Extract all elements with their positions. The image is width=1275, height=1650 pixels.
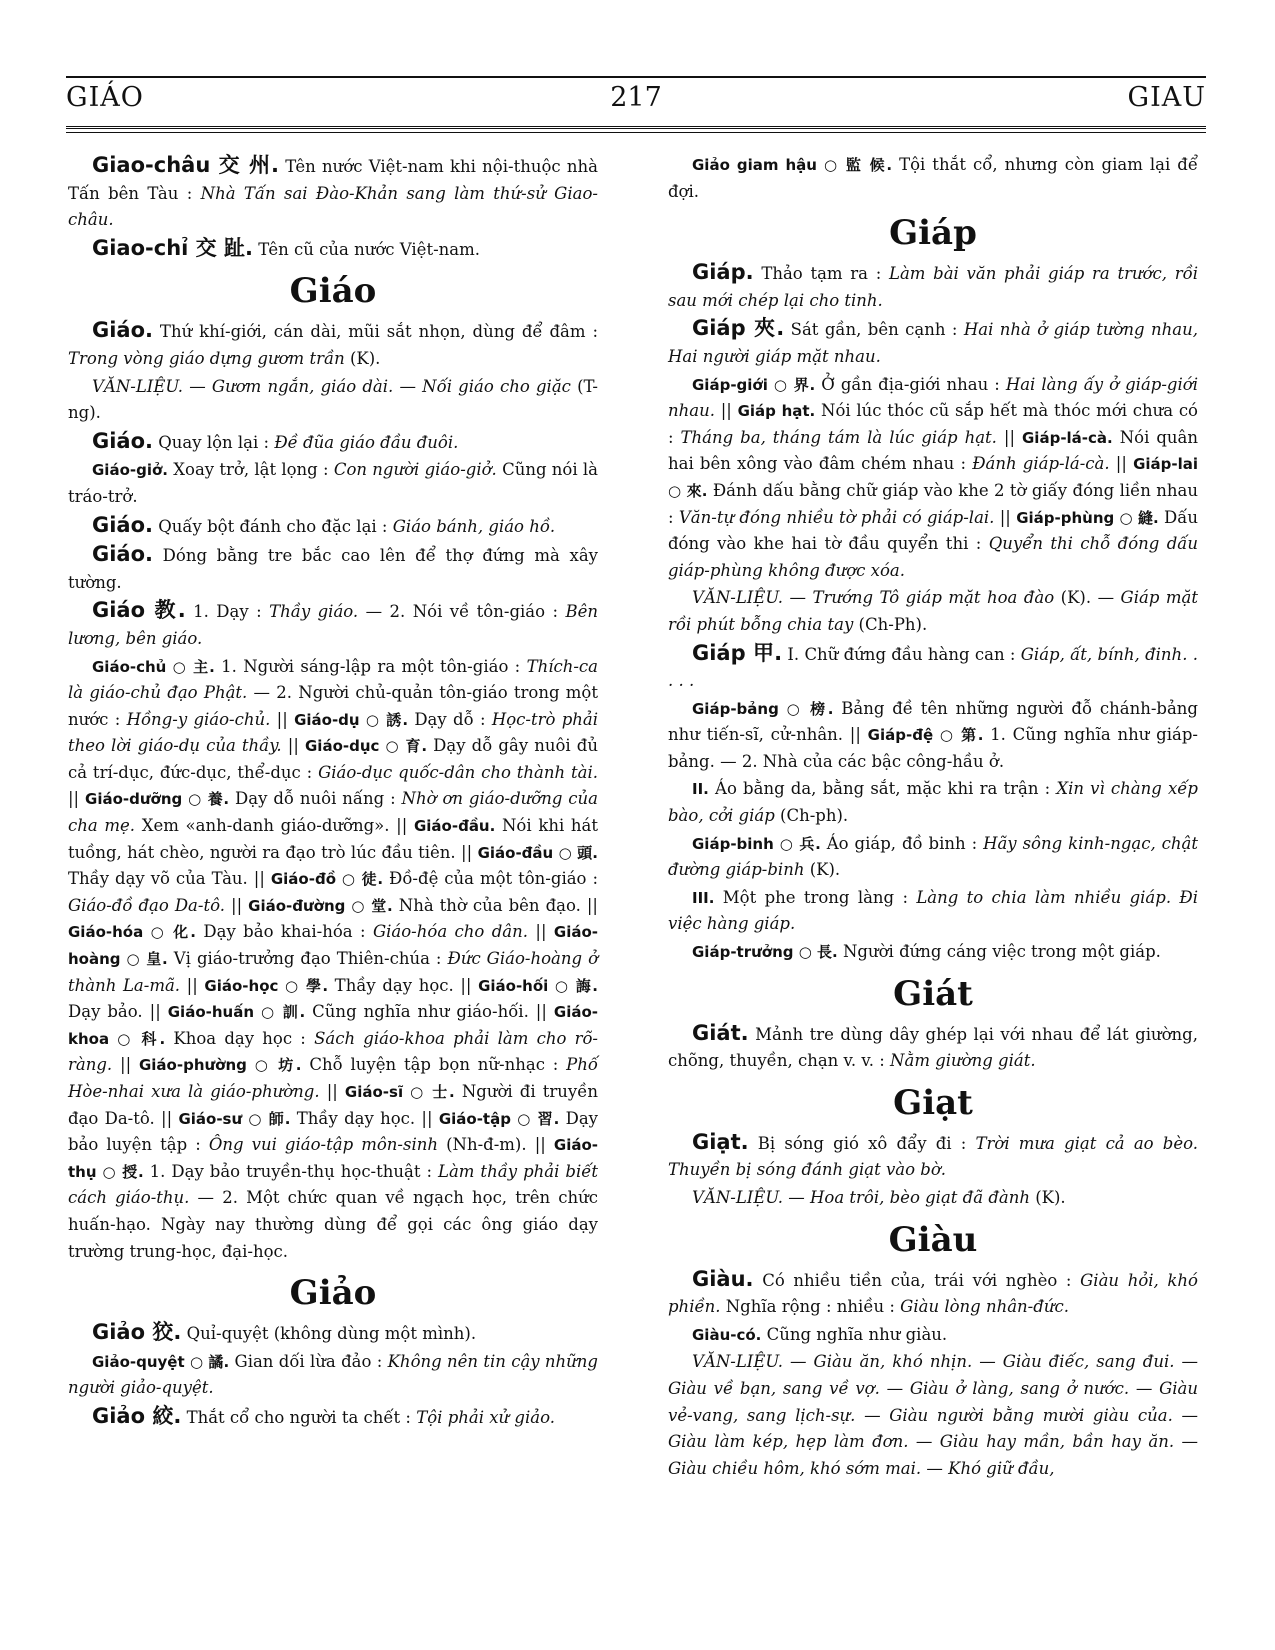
entry-headword: Giàu. xyxy=(692,1266,754,1291)
entry-subheadword: Giáo-thụ ○ 授. xyxy=(68,1136,598,1181)
dictionary-entry xyxy=(68,512,598,541)
left-column xyxy=(68,152,598,1433)
entry-text: Dạy bảo luyện tập : xyxy=(68,1108,598,1155)
entry-headword: Giảo 狡. xyxy=(92,1320,182,1345)
entry-text: (Ch-ph). xyxy=(774,806,849,826)
header-bottom-rule xyxy=(66,126,1206,133)
entry-subheadword: Giáp-binh ○ 兵. xyxy=(692,834,821,853)
entry-text: || xyxy=(112,1055,139,1075)
entry-text: Nhờ ơn giáo-dưỡng của cha mẹ. xyxy=(68,789,599,836)
entry-subheadword: Giáp-đệ ○ 第. xyxy=(867,726,984,745)
dictionary-entry xyxy=(668,696,1198,776)
entry-text: || xyxy=(281,736,305,756)
entry-text: 1. Dạy bảo truyền-thụ học-thuật : xyxy=(143,1161,439,1181)
entry-subheadword: Giáo-phường ○ 坊. xyxy=(138,1056,302,1075)
entry-text: Xin vì chàng xếp bào, cởi giáp xyxy=(668,779,1198,826)
entry-text: — 2. Người chủ-quản tôn-giáo trong một nước : xyxy=(68,683,598,729)
entry-subheadword: Giảo-quyệt ○ 譎. xyxy=(92,1352,230,1371)
section-heading: Giảo xyxy=(289,1273,377,1314)
entry-headword: Giảo 絞. xyxy=(92,1403,182,1428)
section-heading: Giàu xyxy=(888,1219,978,1260)
entry-headword: Giáo. xyxy=(92,542,154,567)
entry-text: || xyxy=(996,427,1022,447)
dictionary-entry xyxy=(668,885,1198,938)
entry-headword: Giát. xyxy=(692,1020,749,1045)
entry-headword: Giáp 甲. xyxy=(692,640,783,665)
dictionary-entry xyxy=(68,597,598,652)
entry-headword: Giạt. xyxy=(692,1129,749,1154)
dictionary-entry xyxy=(68,317,598,372)
page-number: 217 xyxy=(610,82,662,113)
entry-text: || xyxy=(319,1082,345,1101)
entry-text: Giáo-hóa cho dân. xyxy=(372,922,529,942)
entry-text: Giáp, ất, bính, đinh. . . . . xyxy=(668,644,1198,691)
entry-text: Đánh dấu bằng chữ giáp vào khe 2 tờ giấy đóng liền nhau : xyxy=(668,480,1199,527)
entry-text: Đánh giáp-lá-cà. xyxy=(972,454,1110,474)
dictionary-entry xyxy=(668,640,1198,695)
entry-text: Hai làng ấy ở giáp-giới nhau. xyxy=(668,374,1198,421)
dictionary-entry xyxy=(668,152,1198,205)
entry-text: 1. Dạy : xyxy=(185,602,270,622)
entry-text: Thứ khí-giới, cán dài, mũi sắt nhọn, dùng để đâm : xyxy=(153,322,598,342)
entry-text: Thắt cổ cho người ta chết : xyxy=(181,1407,417,1427)
entry-text: Thảo tạm ra : xyxy=(753,264,889,284)
entry-text: || xyxy=(1109,454,1134,474)
dictionary-entry xyxy=(668,372,1198,585)
entry-text: Nhà thờ của bên đạo. || xyxy=(392,895,598,915)
entry-subheadword: Giảo giam hậu ○ 監 候. xyxy=(692,156,893,174)
entry-text: — 2. Một chức quan về ngạch học, trên chức huấn-hạo. Ngày nay thường dùng để gọi các ông giáo dạy trường trung-học, đại-học. xyxy=(68,1188,598,1261)
entry-headword: Giao-chỉ 交 趾. xyxy=(92,235,253,260)
entry-text: Đức Giáo-hoàng ở thành La-mã. xyxy=(68,949,599,995)
entry-text: (T-ng). xyxy=(68,376,599,423)
entry-subheadword: Giáp-lá-cà. xyxy=(1022,428,1113,447)
entry-text: Phố Hòe-nhai xưa là giáo-phường. xyxy=(68,1055,598,1101)
entry-text: Bên lương, bên giáo. xyxy=(68,602,599,648)
entry-headword: Giáo. xyxy=(92,428,154,453)
entry-subheadword: Giáo-hóa ○ 化. xyxy=(68,923,197,942)
entry-subheadword: Giáo-dưỡng ○ 養. xyxy=(85,790,230,809)
entry-text: Cũng nói là tráo-trở. xyxy=(68,460,598,506)
entry-headword: Giáo. xyxy=(92,512,154,537)
entry-text: || xyxy=(270,709,295,729)
entry-text: Bảng đề tên những người đỗ chánh-bảng như tiến-sĩ, cử-nhân. || xyxy=(668,698,1198,745)
entry-text: Con người giáo-giở. xyxy=(333,460,497,480)
section-heading: Giát xyxy=(893,973,973,1014)
section-heading: Giạt xyxy=(893,1082,973,1123)
entry-text: Một phe trong làng : xyxy=(714,887,917,907)
entry-text: Mảnh tre dùng dây ghép lại với nhau để lát giường, chõng, thuyền, chạn v. v. : xyxy=(668,1024,1198,1071)
entry-text: Làm bài văn phải giáp ra trước, rồi sau mới chép lại cho tinh. xyxy=(668,264,1198,310)
header-top-rule xyxy=(66,76,1206,78)
entry-text: Thầy giáo. xyxy=(269,602,359,622)
entry-text: Hãy sông kinh-ngạc, chật đường giáp-binh xyxy=(668,833,1198,880)
entry-text: Tháng ba, tháng tám là lúc giáp hạt. xyxy=(680,427,997,447)
entry-text: Tội thắt cổ, nhưng còn giam lại để đợi. xyxy=(668,155,1199,201)
entry-text: Giàu lòng nhân-đức. xyxy=(900,1297,1069,1317)
entry-subheadword: Giáo-đồ ○ 徒. xyxy=(270,870,384,889)
entry-subheadword: Giáo-giở. xyxy=(92,461,168,480)
entry-subheadword: II. xyxy=(692,780,709,799)
entry-text: Dạy dỗ gây nuôi đủ cả trí-dục, đức-dục, thể-dục : xyxy=(68,736,598,782)
entry-subheadword: Giáp-lai ○ 來. xyxy=(668,455,1199,500)
entry-text: Dóng bằng tre bắc cao lên để thợ đứng mà xây tường. xyxy=(68,546,598,592)
dictionary-entry xyxy=(68,1403,598,1432)
entry-subheadword: Giàu-có. xyxy=(692,1325,762,1344)
entry-text: Người đứng cáng việc trong một giáp. xyxy=(837,942,1161,962)
entry-text: Giáo-đồ đạo Da-tô. xyxy=(68,895,225,915)
dictionary-entry xyxy=(668,1020,1198,1075)
entry-headword: Giáp 夾. xyxy=(692,316,785,341)
entry-text: Dạy dỗ : xyxy=(408,709,492,729)
entry-subheadword: Giáo-đầu. xyxy=(413,817,496,836)
dictionary-entry xyxy=(668,1185,1198,1212)
entry-text: Nói quân hai bên xông vào đâm chém nhau : xyxy=(668,427,1199,474)
entry-subheadword: Giáo-đầu ○ 頭. xyxy=(477,843,598,862)
entry-subheadword: Giáo-dụ ○ 誘. xyxy=(294,710,409,729)
dictionary-entry xyxy=(68,1349,598,1402)
entry-text: Tên cũ của nước Việt-nam. xyxy=(252,239,481,259)
entry-subheadword: Giáo-hối ○ 誨. xyxy=(478,976,598,995)
entry-text: Đề đũa giáo đầu đuôi. xyxy=(274,432,459,452)
dictionary-entry xyxy=(668,1322,1198,1349)
dictionary-entry xyxy=(68,152,598,234)
entry-text: Giáo bánh, giáo hồ. xyxy=(392,516,556,536)
entry-text: Cũng nghĩa như giàu. xyxy=(761,1324,948,1344)
entry-subheadword: Giáp-trưởng ○ 長. xyxy=(692,943,838,962)
entry-text: VĂN-LIỆU. — Giàu ăn, khó nhịn. — Giàu điếc, sang đui. — Giàu về bạn, sang về vợ. — Giàu ở làng, sang ở nước. — Giàu vẻ-vang, sang lịch-sự. — Giàu người bằng mười giàu của. — Giàu làm kép, hẹp làm đơn. — Giàu hay mần, bần hay ăn. — Giàu chiều hôm, khó sớm mai. — Khó giữ đầu, xyxy=(668,1352,1198,1478)
entry-text: Không nên tin cậy những người giảo-quyệt. xyxy=(68,1351,598,1398)
entry-text: Nói lúc thóc cũ sắp hết mà thóc mới chưa có : xyxy=(668,401,1198,447)
entry-text: Quyển thi chỗ đóng dấu giáp-phùng không được xóa. xyxy=(668,534,1199,580)
dictionary-entry xyxy=(668,1349,1198,1482)
section-heading: Giáp xyxy=(889,213,977,254)
entry-text: Có nhiều tiền của, trái với nghèo : xyxy=(753,1270,1081,1290)
entry-text: Khoa dạy học : xyxy=(165,1028,315,1048)
entry-text: Dạy bảo khai-hóa : xyxy=(196,922,373,942)
entry-headword: Giao-châu 交 州. xyxy=(92,153,279,177)
dictionary-entry xyxy=(668,1129,1198,1184)
entry-text: || xyxy=(528,922,554,942)
entry-text: 1. Cũng nghĩa như giáp-bảng. — 2. Nhà của các bậc công-hầu ở. xyxy=(668,725,1198,771)
entry-subheadword: Giáo-sư ○ 師. xyxy=(178,1109,291,1128)
entry-text: Quỉ-quyệt (không dùng một mình). xyxy=(181,1324,477,1344)
entry-text: Cũng nghĩa như giáo-hối. || xyxy=(305,1002,554,1022)
entry-text: Làm thầy phải biết cách giáo-thụ. xyxy=(68,1161,599,1208)
dictionary-entry xyxy=(668,585,1198,638)
dictionary-entry xyxy=(668,1266,1198,1321)
entry-text: Tên nước Việt-nam khi nội-thuộc nhà Tấn bên Tàu : xyxy=(68,157,598,203)
entry-subheadword: Giáp-phùng ○ 縫. xyxy=(1016,508,1159,527)
entry-subheadword: Giáo-chủ ○ 主. xyxy=(92,657,215,676)
entry-subheadword: Giáp hạt. xyxy=(737,402,816,421)
entry-text: Áo giáp, đồ binh : xyxy=(820,833,984,853)
entry-text: Gian dối lừa đảo : xyxy=(229,1351,388,1371)
entry-text: Dạy bảo. || xyxy=(68,1002,168,1022)
entry-text: Quấy bột đánh cho đặc lại : xyxy=(153,516,393,536)
entry-text: Làng to chia làm nhiều giáp. Đi việc hàng giáp. xyxy=(668,887,1198,934)
section-heading: Giáo xyxy=(289,271,377,312)
page-header xyxy=(66,82,1206,122)
entry-text: Nghĩa rộng : nhiều : xyxy=(720,1297,901,1317)
entry-subheadword: Giáo-học ○ 學. xyxy=(204,976,329,995)
entry-subheadword: Giáp-giới ○ 界. xyxy=(692,375,816,394)
entry-text: Xoay trở, lật lọng : xyxy=(168,460,334,480)
entry-text: Thích-ca là giáo-chủ đạo Phật. xyxy=(68,656,598,703)
entry-text: Thầy dạy võ của Tàu. || xyxy=(68,869,271,889)
dictionary-entry xyxy=(68,374,598,427)
entry-headword: Giáp. xyxy=(692,260,754,285)
entry-text: || xyxy=(994,507,1017,527)
dictionary-entry xyxy=(668,259,1198,314)
entry-text: (K). — xyxy=(1054,588,1121,608)
entry-text: (K). xyxy=(344,348,381,368)
entry-subheadword: Giáo-tập ○ 習. xyxy=(438,1109,560,1128)
entry-text: (K). xyxy=(804,860,841,880)
entry-text: Sát gần, bên cạnh : xyxy=(784,320,964,340)
entry-subheadword: Giáo-sĩ ○ 士. xyxy=(344,1083,455,1101)
entry-text: Văn-tự đóng nhiều tờ phải có giáp-lai. xyxy=(678,507,995,527)
entry-text: (Nh-đ-m). || xyxy=(438,1135,554,1155)
entry-text: Bị sóng gió xô đẩy đi : xyxy=(748,1133,976,1153)
entry-text: Sách giáo-khoa phải làm cho rõ-ràng. xyxy=(68,1028,598,1075)
entry-text: Hồng-y giáo-chủ. xyxy=(126,709,271,729)
dictionary-entry xyxy=(668,315,1198,370)
entry-subheadword: Giáp-bảng ○ 榜. xyxy=(692,699,834,718)
dictionary-entry xyxy=(68,1319,598,1348)
entry-text: || xyxy=(714,401,738,421)
entry-text: (Ch-Ph). xyxy=(853,614,928,634)
dictionary-entry xyxy=(668,831,1198,884)
dictionary-entry xyxy=(668,776,1198,829)
entry-subheadword: Giáo-khoa ○ 科. xyxy=(68,1003,599,1048)
entry-text: Ông vui giáo-tập môn-sinh xyxy=(208,1135,438,1155)
entry-text: Trong vòng giáo dựng gươm trần xyxy=(68,348,345,368)
dictionary-entry xyxy=(68,428,598,457)
entry-headword: Giáo 教. xyxy=(92,598,186,623)
entry-text: — 2. Nói về tôn-giáo : xyxy=(358,602,566,622)
entry-text: Trời mưa giạt cả ao bèo. Thuyền bị sóng đánh giạt vào bờ. xyxy=(668,1133,1199,1180)
entry-subheadword: Giáo-huấn ○ 訓. xyxy=(167,1003,306,1022)
entry-text: Đồ-đệ của một tôn-giáo : xyxy=(383,869,598,889)
right-column xyxy=(668,152,1198,1483)
entry-text: Thầy dạy học. || xyxy=(290,1108,439,1128)
entry-text: I. Chữ đứng đầu hàng can : xyxy=(782,644,1021,664)
header-right-guide-word: GIAU xyxy=(1127,82,1206,113)
dictionary-entry xyxy=(668,939,1198,966)
entry-text: Giáp mặt rồi phút bỗng chia tay xyxy=(668,588,1198,634)
entry-text: VĂN-LIỆU. — Hoa trôi, bèo giạt đã đành xyxy=(692,1188,1030,1207)
entry-text: Hai nhà ở giáp tường nhau, Hai người giáp mặt nhau. xyxy=(668,320,1198,366)
dictionary-entry xyxy=(68,457,598,510)
entry-text: Dạy dỗ nuôi nấng : xyxy=(229,789,402,809)
entry-text: Xem «anh-danh giáo-dưỡng». || xyxy=(135,816,414,836)
dictionary-entry xyxy=(68,541,598,596)
entry-text: 1. Người sáng-lập ra một tôn-giáo : xyxy=(214,656,527,676)
entry-subheadword: III. xyxy=(692,888,715,907)
entry-text: Chỗ luyện tập bọn nữ-nhạc : xyxy=(301,1055,567,1075)
entry-text: (K). xyxy=(1029,1188,1066,1207)
entry-text: Người đi truyền đạo Da-tô. || xyxy=(68,1082,598,1128)
dictionary-entry xyxy=(68,235,598,264)
entry-text: Tội phải xử giảo. xyxy=(416,1407,555,1427)
entry-text: Ở gần địa-giới nhau : xyxy=(815,374,1006,394)
entry-text: || xyxy=(68,789,86,809)
entry-text: Nói khi hát tuồng, hát chèo, người ra đạo trò lúc đầu tiên. || xyxy=(68,816,598,862)
entry-subheadword: Giáo-dục ○ 育. xyxy=(305,737,428,756)
entry-headword: Giáo. xyxy=(92,318,154,343)
entry-text: Giàu hỏi, khó phiền. xyxy=(668,1270,1198,1317)
header-left-guide-word: GIÁO xyxy=(66,82,144,113)
entry-text: VĂN-LIỆU. — Trướng Tô giáp mặt hoa đào xyxy=(692,588,1055,608)
entry-text: Quay lộn lại : xyxy=(153,432,275,452)
entry-subheadword: Giáo-hoàng ○ 皇. xyxy=(68,923,599,969)
entry-text: || xyxy=(225,895,249,915)
entry-text: Nằm giường giát. xyxy=(890,1051,1036,1071)
entry-text: VĂN-LIỆU. — Gươm ngắn, giáo dài. — Nối giáo cho giặc xyxy=(92,376,571,396)
entry-subheadword: Giáo-đường ○ 堂. xyxy=(248,896,393,915)
dictionary-entry xyxy=(68,654,598,1266)
entry-text: Dấu đóng vào khe hai tờ đầu quyển thi : xyxy=(668,507,1199,554)
entry-text: Vị giáo-trưởng đạo Thiên-chúa : xyxy=(167,949,448,969)
entry-text: Thầy dạy học. || xyxy=(328,975,479,995)
entry-text: || xyxy=(180,975,205,995)
entry-text: Nhà Tấn sai Đào-Khản sang làm thứ-sử Giao-châu. xyxy=(68,183,598,230)
entry-text: Học-trò phải theo lời giáo-dụ của thầy. xyxy=(68,709,598,756)
entry-text: Áo bằng da, bằng sắt, mặc khi ra trận : xyxy=(708,779,1057,799)
entry-text: Giáo-dục quốc-dân cho thành tài. xyxy=(318,762,598,782)
